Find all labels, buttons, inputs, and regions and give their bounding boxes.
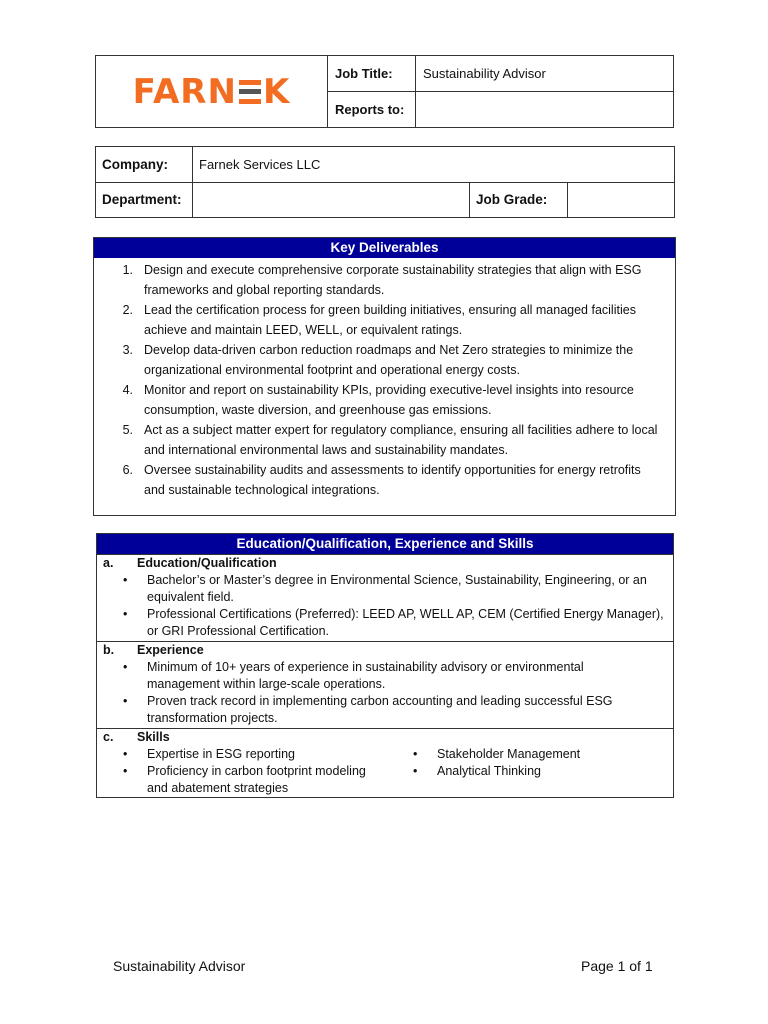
reports-to-label: Reports to: [328,92,416,128]
deliverable-text: Develop data-driven carbon reduction roadmaps and Net Zero strategies to minimize the [144,343,634,357]
bullet-indent [103,710,147,727]
experience-heading [103,642,667,659]
bullet-icon: • [413,747,418,761]
skills-title: Skills [137,730,170,744]
reports-to-value [416,92,674,128]
deliverable-number: 4. [122,383,133,397]
logo-cell [96,56,328,128]
education-bullet-line [103,589,667,606]
experience-bullet-line [103,676,667,693]
deliverable-number: 5. [122,423,133,437]
deliverable-number: 3. [122,343,133,357]
department-label: Department: [96,182,193,218]
deliverable-line [94,480,669,500]
deliverable-line [94,400,669,420]
job-title-value: Sustainability Advisor [416,56,674,92]
education-bullet-line [103,606,667,623]
experience-block [97,641,673,728]
education-bullet-text: or GRI Professional Certification. [147,624,330,638]
education-bullet-text: Professional Certifications (Preferred): LEED AP, WELL AP, CEM (Certified Energy Manager), [147,607,664,621]
skill-right-line [393,763,663,780]
deliverable-number [94,400,144,420]
experience-letter: b. [103,643,115,657]
skill-left-text: Expertise in ESG reporting [147,747,295,761]
qualifications-section [96,533,674,798]
header-table [95,55,674,128]
skill-left-text: Proficiency in carbon footprint modeling [147,764,366,778]
deliverable-line [94,380,669,400]
skill-left-line [103,763,393,780]
skill-right-text: Stakeholder Management [437,747,581,761]
deliverable-text: achieve and maintain LEED, WELL, or equivalent ratings. [144,323,463,337]
experience-bullets [103,659,667,727]
bullet-indent [103,780,147,797]
deliverable-number: 2. [122,303,133,317]
qualifications-title: Education/Qualification, Experience and Skills [97,534,673,554]
experience-bullet-text: transformation projects. [147,711,278,725]
deliverable-text: frameworks and global reporting standards. [144,283,385,297]
bullet-icon: • [123,764,128,778]
deliverable-text: and international environmental laws and sustainability mandates. [144,443,509,457]
bullet-icon: • [123,607,128,621]
education-heading [103,555,667,572]
experience-bullet-line [103,659,667,676]
logo-text-left: FARN [132,71,237,112]
deliverable-spacer [94,500,669,520]
key-deliverables-title: Key Deliverables [94,238,675,258]
deliverable-text: organizational environmental footprint and operational energy costs. [144,363,520,377]
deliverable-text: Act as a subject matter expert for regulatory compliance, ensuring all facilities adhere to local [144,423,658,437]
education-bullet-text: Bachelor’s or Master’s degree in Environmental Science, Sustainability, Engineering, or an [147,573,647,587]
deliverable-text: and sustainable technological integrations. [144,483,380,497]
job-grade-value [568,182,675,218]
bullet-indent [103,623,147,640]
key-deliverables-list [94,258,675,520]
deliverable-number [94,320,144,340]
deliverable-number: 6. [122,463,133,477]
skill-right-text: Analytical Thinking [437,764,541,778]
skill-left-line [103,746,393,763]
skills-heading [103,729,667,746]
deliverable-text: Oversee sustainability audits and assessments to identify opportunities for energy retrofits [144,463,641,477]
deliverable-text: Lead the certification process for green building initiatives, ensuring all managed facilities [144,303,636,317]
skills-grid [103,746,667,797]
experience-bullet-text: Proven track record in implementing carbon accounting and leading successful ESG [147,694,613,708]
experience-bullet-text: management within large-scale operations. [147,677,386,691]
education-title: Education/Qualification [137,556,277,570]
experience-bullet-text: Minimum of 10+ years of experience in sustainability advisory or environmental [147,660,584,674]
farnek-logo [132,71,291,112]
skills-right-column [393,746,663,797]
logo-e-bars-icon [239,80,261,104]
deliverable-number [94,480,144,500]
deliverable-line [94,300,669,320]
deliverable-number [94,440,144,460]
job-title-label: Job Title: [328,56,416,92]
key-deliverables-section [93,237,676,516]
deliverable-line [94,360,669,380]
bullet-icon: • [413,764,418,778]
bullet-indent [103,589,147,606]
education-bullet-line [103,572,667,589]
deliverable-line [94,320,669,340]
experience-bullet-line [103,710,667,727]
company-value: Farnek Services LLC [193,147,675,183]
footer-page-number: Page 1 of 1 [581,958,653,974]
education-letter: a. [103,556,114,570]
deliverable-number: 1. [122,263,133,277]
skill-left-text: and abatement strategies [147,781,289,795]
education-bullet-line [103,623,667,640]
deliverable-line [94,280,669,300]
deliverable-line [94,460,669,480]
deliverable-line [94,260,669,280]
skills-block [97,728,673,798]
department-value [193,182,470,218]
skills-letter: c. [103,730,114,744]
deliverable-number [94,360,144,380]
skill-right-line [393,746,663,763]
bullet-icon: • [123,694,128,708]
bullet-icon: • [123,747,128,761]
company-label: Company: [96,147,193,183]
deliverable-line [94,420,669,440]
deliverable-text: Monitor and report on sustainability KPIs, providing executive-level insights into resource [144,383,634,397]
experience-title: Experience [137,643,204,657]
bullet-icon: • [123,660,128,674]
education-bullets [103,572,667,640]
deliverable-line [94,440,669,460]
bullet-indent [103,676,147,693]
experience-bullet-line [103,693,667,710]
logo-text-right: K [262,71,291,112]
footer-job-title: Sustainability Advisor [113,958,246,974]
education-bullet-text: equivalent field. [147,590,234,604]
bullet-icon: • [123,573,128,587]
company-table [95,146,675,218]
job-grade-label: Job Grade: [470,182,568,218]
deliverable-number [94,280,144,300]
skill-left-line [103,780,393,797]
deliverable-line [94,340,669,360]
deliverable-text: Design and execute comprehensive corporate sustainability strategies that align with ESG [144,263,642,277]
skills-left-column [103,746,393,797]
deliverable-text: consumption, waste diversion, and greenhouse gas emissions. [144,403,492,417]
education-block [97,554,673,641]
